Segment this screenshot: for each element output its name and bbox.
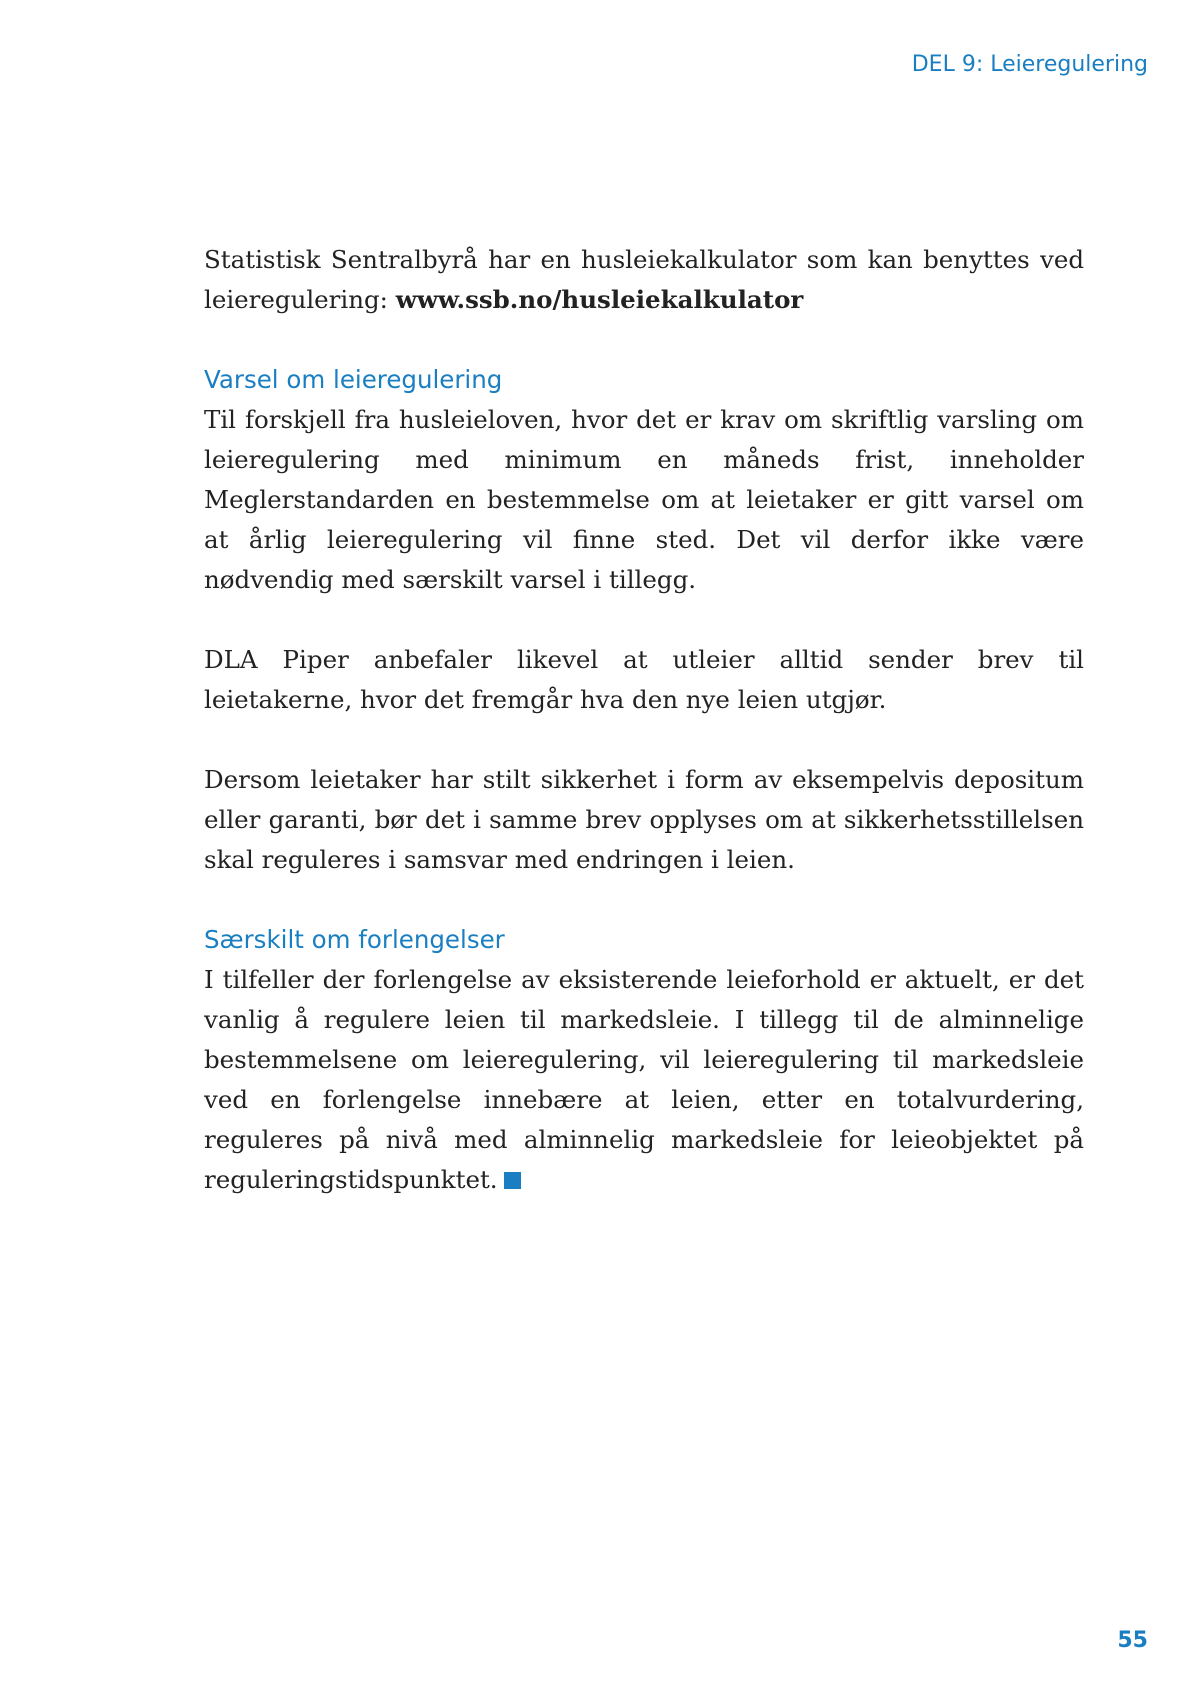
- varsel-paragraph-3: Dersom leietaker har stilt sikkerhet i form av eksempelvis depositum eller garanti, bør det i samme brev opplyses om at sikkerhetsstillelsen skal reguleres i samsvar med endringen i leien.: [204, 765, 1084, 874]
- varsel-paragraph-2: DLA Piper anbefaler likevel at utleier alltid sender brev til leietakerne, hvor det fremgår hva den nye leien utgjør.: [204, 645, 1084, 714]
- varsel-paragraph-1: Til forskjell fra husleieloven, hvor det er krav om skriftlig varsling om leieregulering med minimum en måneds frist, inneholder Meglerstandarden en bestemmelse om at leietaker er gitt varsel om at årlig leieregulering vil finne sted. Det vil derfor ikke være nødvendig med særskilt varsel i tillegg.: [204, 405, 1084, 594]
- section-heading-varsel: Varsel om leieregulering: [204, 365, 503, 394]
- running-header: DEL 9: Leieregulering: [911, 52, 1148, 77]
- intro-text: Statistisk Sentralbyrå har en husleiekalkulator som kan benyttes ved leieregulering:: [204, 245, 1084, 314]
- section-heading-forlengelser: Særskilt om forlengelser: [204, 925, 505, 954]
- page-content: [204, 240, 1084, 1200]
- page-number: 55: [1117, 1628, 1148, 1653]
- ssb-calculator-link[interactable]: www.ssb.no/husleiekalkulator: [395, 285, 804, 314]
- forlengelser-paragraph: [204, 960, 1084, 1200]
- end-of-article-square-icon: [504, 1172, 521, 1189]
- forlengelser-text: I tilfeller der forlengelse av eksisterende leieforhold er aktuelt, er det vanlig å regulere leien til markedsleie. I tillegg til de alminnelige bestemmelsene om leieregulering, vil leieregulering til markedsleie ved en forlengelse innebære at leien, etter en totalvurdering, reguleres på nivå med alminnelig markedsleie for leieobjektet på reguleringstidspunktet.: [204, 965, 1084, 1194]
- intro-paragraph: [204, 240, 1084, 320]
